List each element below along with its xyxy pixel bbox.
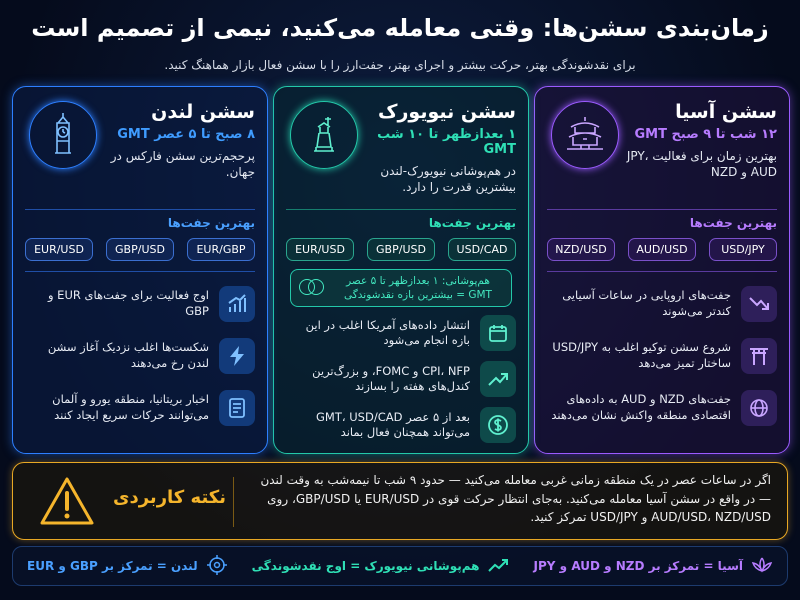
calendar-icon [480, 315, 516, 351]
asia-item [547, 334, 777, 378]
trend-up-icon [480, 361, 516, 397]
best-pairs-heading: بهترین جفت‌ها [428, 216, 516, 230]
pagoda-icon [551, 101, 619, 169]
warning-icon [39, 475, 95, 527]
overlap-box [290, 269, 512, 307]
ny-pairs [286, 238, 516, 261]
page-subtitle: برای نقدشوندگی بهتر، حرکت بیشتر و اجرای بهتر، جفت‌ارز را با سشن فعال بازار هماهنگ کنید. [164, 58, 636, 72]
dollar-icon [480, 407, 516, 443]
pair-pill: GBP/USD [367, 238, 435, 261]
london-desc: پرحجم‌ترین سشن فارکس در جهان. [110, 149, 255, 180]
ny-name: سشن نیویورک [378, 101, 516, 123]
statue-of-liberty-icon [290, 101, 358, 169]
pair-pill: AUD/USD [628, 238, 696, 261]
pair-pill: USD/CAD [448, 238, 516, 261]
trend-up-icon [487, 556, 509, 577]
divider [547, 209, 777, 210]
legend-ny-text: هم‌پوشانی نیویورک = اوج نقدشوندگی [251, 559, 480, 573]
asia-item-text: جفت‌های NZD و AUD به داده‌های اقتصادی منطقه واکنش نشان می‌دهند [551, 392, 731, 422]
pair-pill: NZD/USD [547, 238, 615, 261]
news-document-icon [219, 390, 255, 426]
best-pairs-heading: بهترین جفت‌ها [167, 216, 255, 230]
asia-pairs [547, 238, 777, 261]
bar-chart-up-icon [219, 286, 255, 322]
pair-pill: EUR/USD [25, 238, 93, 261]
legend-asia-text: آسیا = تمرکز بر NZD و AUD و JPY [533, 559, 743, 573]
divider [547, 271, 777, 272]
london-pairs [25, 238, 255, 261]
legend-ny [252, 556, 510, 577]
torii-gate-icon [741, 338, 777, 374]
ny-item-text: انتشار داده‌های آمریکا اغلب در این بازه انجام می‌شود [305, 317, 470, 348]
pair-pill: USD/JPY [709, 238, 777, 261]
ny-item [286, 405, 516, 445]
london-name: سشن لندن [151, 101, 255, 123]
asia-item-text: شروع سشن توکیو اغلب به USD/JPY ساختار تمیز می‌دهد [552, 340, 731, 370]
london-time: ۸ صبح تا ۵ عصر GMT [117, 127, 255, 142]
pair-pill: EUR/USD [286, 238, 354, 261]
asia-item [547, 386, 777, 430]
asia-time: ۱۲ شب تا ۹ صبح GMT [634, 127, 777, 142]
best-pairs-heading: بهترین جفت‌ها [689, 216, 777, 230]
legend-asia [534, 556, 773, 577]
london-item-text: شکست‌ها اغلب نزدیک آغاز سشن لندن رخ می‌دهند [47, 340, 209, 370]
page-title: زمان‌بندی سشن‌ها: وقتی معامله می‌کنید، نیمی از تصمیم است [31, 14, 769, 42]
ny-time: ۱ بعدازظهر تا ۱۰ شب GMT [377, 127, 516, 157]
big-ben-icon [29, 101, 97, 169]
newyork-session-card [273, 86, 529, 454]
london-item [25, 386, 255, 430]
asia-session-card [534, 86, 790, 454]
overlap-text: هم‌پوشانی: ۱ بعدازظهر تا ۵ عصر GMT = بیشترین بازه نقدشوندگی [344, 275, 492, 302]
asia-item [547, 282, 777, 326]
ny-item-text: بعد از ۵ عصر GMT، USD/CAD می‌تواند همچنان فعال بماند [316, 409, 470, 440]
ny-item-text: CPI، NFP و FOMC، و بزرگ‌ترین کندل‌های هفته را بسازند [312, 363, 470, 394]
trend-down-icon [741, 286, 777, 322]
divider [25, 209, 255, 210]
legend-london [27, 554, 228, 579]
tip-text: اگر در ساعات عصر در یک منطقه زمانی غربی معامله می‌کنید — حدود ۹ شب تا نیمه‌شب به وقت لندن — در واقع در سشن آسیا معامله می‌کنید. به‌جای انتظار حرکت قوی در EUR/USD یا GBP/USD، روی AUD/USD، NZD/USD و USD/JPY تمرکز کنید. [260, 473, 771, 525]
ny-item [286, 359, 516, 399]
crosshair-icon [206, 554, 228, 579]
practical-tip-box [12, 462, 788, 540]
london-item-text: اخبار بریتانیا، منطقه یورو و آلمان می‌توانند حرکات سریع ایجاد کنند [52, 392, 209, 422]
divider [286, 209, 516, 210]
legend-bar [12, 546, 788, 586]
tip-label: نکته کاربردی [113, 487, 227, 508]
overlap-circles-icon [299, 279, 325, 297]
legend-london-text: لندن = تمرکز بر GBP و EUR [27, 559, 198, 573]
lotus-icon [751, 556, 773, 577]
globe-icon [741, 390, 777, 426]
asia-item-text: جفت‌های اروپایی در ساعات آسیایی کندتر می‌شوند [562, 288, 731, 318]
lightning-icon [219, 338, 255, 374]
asia-desc: بهترین زمان برای فعالیت JPY، AUD و NZD [626, 149, 777, 180]
asia-name: سشن آسیا [675, 101, 777, 123]
london-item-text: اوج فعالیت برای جفت‌های EUR و GBP [47, 288, 209, 318]
pair-pill: GBP/USD [106, 238, 174, 261]
ny-desc: در هم‌پوشانی نیویورک-لندن بیشترین قدرت را دارد. [380, 164, 516, 195]
tip-divider [233, 477, 234, 527]
divider [25, 271, 255, 272]
ny-item [286, 313, 516, 353]
london-item [25, 334, 255, 378]
london-item [25, 282, 255, 326]
pair-pill: EUR/GBP [187, 238, 255, 261]
london-session-card [12, 86, 268, 454]
